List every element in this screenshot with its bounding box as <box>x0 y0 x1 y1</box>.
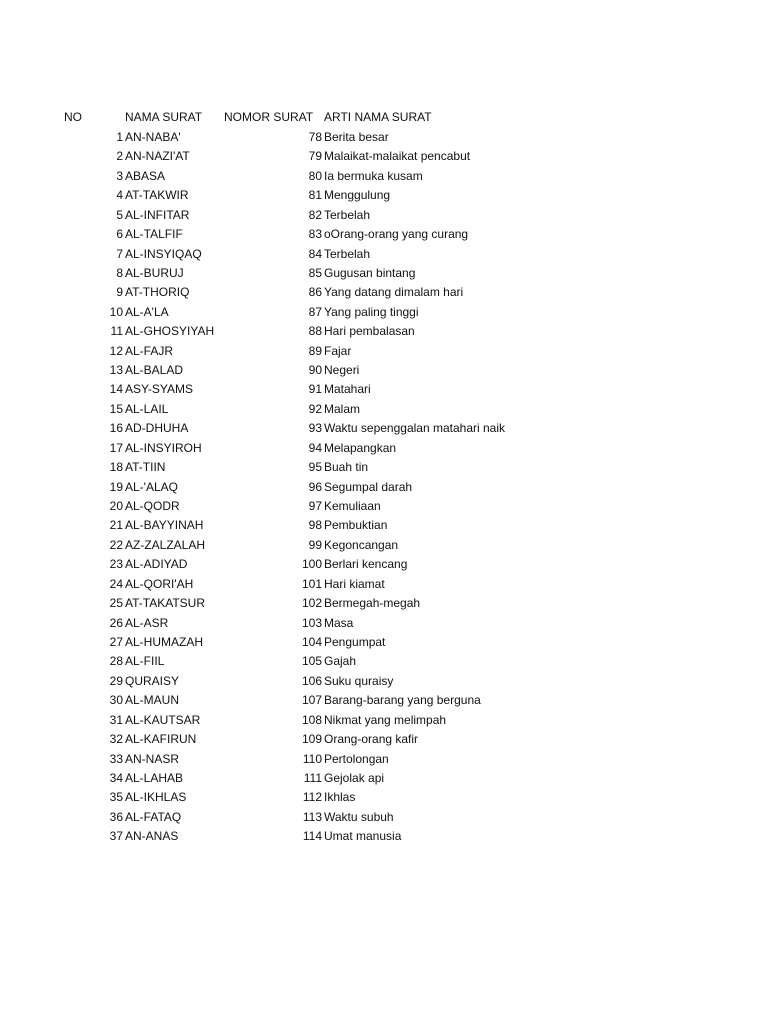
surah-name: AL-LAIL <box>125 401 169 416</box>
surah-meaning: Berita besar <box>324 130 389 144</box>
table-row <box>0 556 768 575</box>
surah-number: 101 <box>301 576 322 591</box>
row-number: 20 <box>109 499 123 514</box>
surah-meaning: Negeri <box>324 363 360 378</box>
surah-name: AT-TIIN <box>125 460 166 475</box>
surah-number: 113 <box>302 809 322 824</box>
table-row <box>0 129 768 148</box>
surah-number: 93 <box>308 421 322 436</box>
row-number: 11 <box>110 324 123 339</box>
surah-meaning: Umat manusia <box>324 829 402 844</box>
row-number: 14 <box>109 382 123 397</box>
surah-number: 95 <box>308 460 322 475</box>
surah-number: 90 <box>308 363 322 378</box>
surah-name: AN-NABA' <box>125 130 181 144</box>
row-number: 33 <box>109 751 123 766</box>
surah-number: 88 <box>308 324 322 339</box>
surah-name: AL-FATAQ <box>125 809 182 824</box>
surah-meaning: Berlari kencang <box>324 557 408 572</box>
surah-meaning: oOrang-orang yang curang <box>324 227 469 242</box>
table-row <box>0 789 768 808</box>
row-number: 13 <box>109 363 123 378</box>
surah-meaning: Yang datang dimalam hari <box>324 285 464 300</box>
table-row <box>0 809 768 828</box>
surah-meaning: Kemuliaan <box>324 499 381 514</box>
surah-name: AL-INFITAR <box>125 207 190 222</box>
surah-number: 104 <box>301 634 322 649</box>
row-number: 3 <box>116 168 123 183</box>
table-row <box>0 401 768 420</box>
table-row <box>0 517 768 536</box>
surah-meaning: Fajar <box>324 343 352 358</box>
surah-number: 84 <box>308 246 322 261</box>
surah-number: 112 <box>302 790 322 805</box>
surah-meaning: Barang-barang yang berguna <box>324 693 481 708</box>
surah-table <box>0 129 768 848</box>
surah-meaning: Buah tin <box>324 460 369 475</box>
surah-meaning: Yang paling tinggi <box>324 304 419 319</box>
row-number: 19 <box>109 479 123 494</box>
row-number: 1 <box>116 130 123 144</box>
table-row <box>0 148 768 167</box>
table-row <box>0 207 768 226</box>
row-number: 23 <box>109 557 123 572</box>
table-row <box>0 673 768 692</box>
table-row <box>0 304 768 323</box>
surah-meaning: Hari kiamat <box>324 576 385 591</box>
row-number: 10 <box>109 304 123 319</box>
row-number: 30 <box>109 693 123 708</box>
surah-number: 94 <box>308 440 322 455</box>
surah-name: AL-MAUN <box>125 693 180 708</box>
surah-name: AL-HUMAZAH <box>125 634 204 649</box>
surah-meaning: Gejolak api <box>324 770 385 785</box>
row-number: 21 <box>109 518 123 533</box>
surah-meaning: Matahari <box>324 382 371 397</box>
table-row <box>0 226 768 245</box>
surah-number: 96 <box>308 479 322 494</box>
table-row <box>0 537 768 556</box>
header-nama-surat: NAMA SURAT <box>125 110 203 124</box>
table-row <box>0 343 768 362</box>
surah-number: 100 <box>301 557 322 572</box>
row-number: 9 <box>116 285 123 300</box>
surah-name: AL-'ALAQ <box>125 479 178 494</box>
table-row <box>0 731 768 750</box>
surah-name: AL-INSYIQAQ <box>125 246 202 261</box>
row-number: 32 <box>109 732 123 747</box>
surah-number: 106 <box>301 673 322 688</box>
surah-name: AD-DHUHA <box>125 421 189 436</box>
table-row <box>0 246 768 265</box>
surah-meaning: Hari pembalasan <box>324 324 415 339</box>
header-nomor-surat: NOMOR SURAT <box>224 110 314 124</box>
row-number: 37 <box>109 829 123 844</box>
surah-name: AL-BALAD <box>125 363 184 378</box>
surah-name: AT-THORIQ <box>125 285 190 300</box>
table-row <box>0 595 768 614</box>
surah-number: 98 <box>308 518 322 533</box>
surah-meaning: Malam <box>324 401 361 416</box>
surah-meaning: Melapangkan <box>324 440 397 455</box>
surah-meaning: Pengumpat <box>324 634 386 649</box>
row-number: 6 <box>116 227 123 242</box>
row-number: 34 <box>109 770 123 785</box>
surah-name: AL-QODR <box>125 499 180 514</box>
surah-number: 109 <box>301 732 322 747</box>
surah-name: AL-KAUTSAR <box>125 712 201 727</box>
surah-name: AZ-ZALZALAH <box>125 537 206 552</box>
surah-number: 105 <box>301 654 322 669</box>
surah-number: 87 <box>308 304 322 319</box>
table-row <box>0 168 768 187</box>
surah-meaning: Waktu sepenggalan matahari naik <box>324 421 505 436</box>
surah-name: AL-A'LA <box>125 304 169 319</box>
table-row <box>0 634 768 653</box>
surah-meaning: Waktu subuh <box>324 809 394 824</box>
surah-number: 82 <box>308 207 322 222</box>
surah-meaning: Kegoncangan <box>324 537 399 552</box>
table-row <box>0 420 768 439</box>
row-number: 27 <box>109 634 123 649</box>
surah-meaning: Pertolongan <box>324 751 389 766</box>
table-row <box>0 828 768 847</box>
row-number: 22 <box>109 537 123 552</box>
surah-number: 102 <box>301 596 322 611</box>
surah-name: AL-KAFIRUN <box>125 732 197 747</box>
surah-name: AL-BURUJ <box>125 265 184 280</box>
surah-number: 107 <box>301 693 322 708</box>
surah-number: 83 <box>308 227 322 242</box>
table-row <box>0 498 768 517</box>
surah-meaning: Segumpal darah <box>324 479 413 494</box>
table-row <box>0 459 768 478</box>
row-number: 17 <box>109 440 123 455</box>
surah-meaning: Masa <box>324 615 354 630</box>
surah-name: AL-FIIL <box>125 654 165 669</box>
surah-number: 78 <box>308 130 322 144</box>
table-row <box>0 440 768 459</box>
row-number: 35 <box>109 790 123 805</box>
row-number: 36 <box>109 809 123 824</box>
surah-name: AL-QORI'AH <box>125 576 194 591</box>
row-number: 25 <box>109 596 123 611</box>
surah-name: AL-LAHAB <box>125 770 184 785</box>
surah-number: 108 <box>301 712 322 727</box>
surah-meaning: Suku quraisy <box>324 673 394 688</box>
surah-name: QURAISY <box>125 673 180 688</box>
surah-name: AL-IKHLAS <box>125 790 187 805</box>
surah-number: 110 <box>302 751 322 766</box>
row-number: 16 <box>109 421 123 436</box>
row-number: 26 <box>109 615 123 630</box>
surah-name: AT-TAKWIR <box>125 188 189 203</box>
surah-number: 86 <box>308 285 322 300</box>
table-row <box>0 712 768 731</box>
surah-name: AL-FAJR <box>125 343 174 358</box>
row-number: 29 <box>109 673 123 688</box>
surah-name: AT-TAKATSUR <box>125 596 206 611</box>
table-row <box>0 381 768 400</box>
table-row <box>0 653 768 672</box>
surah-name: AL-BAYYINAH <box>125 518 204 533</box>
surah-meaning: Malaikat-malaikat pencabut <box>324 149 471 164</box>
table-row <box>0 479 768 498</box>
row-number: 4 <box>116 188 123 203</box>
surah-name: AL-GHOSYIYAH <box>125 324 215 339</box>
surah-number: 111 <box>303 770 322 785</box>
row-number: 31 <box>109 712 123 727</box>
surah-name: AL-ASR <box>125 615 169 630</box>
surah-name: AL-INSYIROH <box>125 440 202 455</box>
table-row <box>0 362 768 381</box>
surah-meaning: Gugusan bintang <box>324 265 416 280</box>
row-number: 24 <box>109 576 123 591</box>
row-number: 5 <box>116 207 123 222</box>
surah-number: 79 <box>308 149 322 164</box>
surah-number: 91 <box>308 382 322 397</box>
surah-meaning: Bermegah-megah <box>324 596 421 611</box>
surah-number: 80 <box>308 168 322 183</box>
table-row <box>0 265 768 284</box>
surah-name: ABASA <box>125 168 166 183</box>
surah-name: AN-ANAS <box>125 829 179 844</box>
row-number: 18 <box>109 460 123 475</box>
header-arti-nama: ARTI NAMA SURAT <box>324 110 432 124</box>
table-row <box>0 187 768 206</box>
header-no: NO <box>64 110 82 124</box>
row-number: 12 <box>109 343 123 358</box>
surah-meaning: Menggulung <box>324 188 391 203</box>
surah-name: AL-ADIYAD <box>125 557 188 572</box>
row-number: 28 <box>109 654 123 669</box>
surah-name: AL-TALFIF <box>125 227 183 242</box>
surah-number: 89 <box>308 343 322 358</box>
surah-meaning: Ikhlas <box>324 790 356 805</box>
surah-number: 114 <box>302 829 322 844</box>
surah-meaning: Nikmat yang melimpah <box>324 712 447 727</box>
surah-meaning: Orang-orang kafir <box>324 732 419 747</box>
surah-meaning: Ia bermuka kusam <box>324 168 423 183</box>
table-row <box>0 770 768 789</box>
row-number: 2 <box>116 149 123 164</box>
surah-meaning: Pembuktian <box>324 518 388 533</box>
surah-number: 81 <box>308 188 322 203</box>
surah-number: 103 <box>301 615 322 630</box>
table-row <box>0 323 768 342</box>
surah-name: AN-NAZI'AT <box>125 149 190 164</box>
row-number: 8 <box>116 265 123 280</box>
row-number: 7 <box>116 246 123 261</box>
surah-number: 92 <box>308 401 322 416</box>
surah-number: 85 <box>308 265 322 280</box>
surah-meaning: Terbelah <box>324 207 371 222</box>
table-row <box>0 615 768 634</box>
table-row <box>0 751 768 770</box>
surah-meaning: Terbelah <box>324 246 371 261</box>
table-row <box>0 576 768 595</box>
table-row <box>0 692 768 711</box>
surah-name: AN-NASR <box>125 751 180 766</box>
surah-name: ASY-SYAMS <box>125 382 194 397</box>
table-row <box>0 284 768 303</box>
surah-number: 97 <box>308 499 322 514</box>
row-number: 15 <box>109 401 123 416</box>
surah-number: 99 <box>308 537 322 552</box>
surah-meaning: Gajah <box>324 654 357 669</box>
